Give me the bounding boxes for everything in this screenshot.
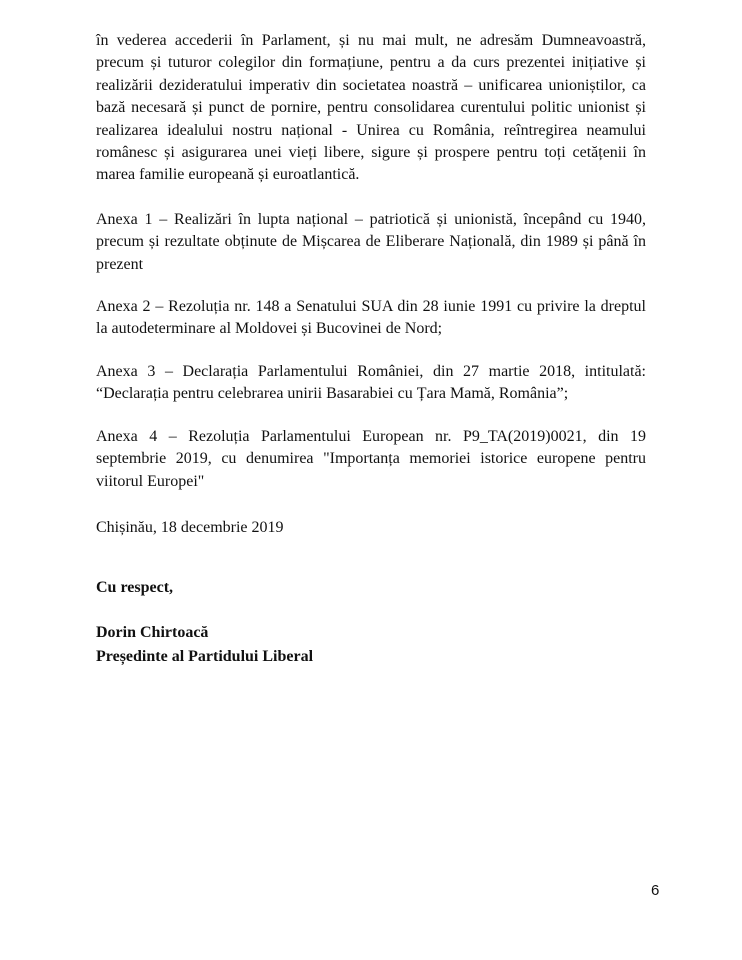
intro-paragraph: în vederea accederii în Parlament, și nu mai mult, ne adresăm Dumneavoastră, precum și tuturor colegilor din formațiune, pentru a da curs prezentei inițiative și realizării dezideratului imperativ din societatea noastră – unificarea unioniștilor, ca bază necesară și punct de pornire, pentru consolidarea curentului politic unionist și realizarea idealului nostru național - Unirea cu România, reîntregirea neamului românesc și asigurarea unei vieți libere, sigure și prospere pentru toți cetățenii în marea familie europeană și euroatlantică. bbox=[96, 32, 646, 184]
signer-name: Dorin Chirtoacă bbox=[96, 623, 209, 641]
annex-4: Anexa 4 – Rezoluția Parlamentului European nr. P9_TA(2019)0021, din 19 septembrie 2019, cu denumirea "Importanța memoriei istorice europene pentru viitorul Europei" bbox=[96, 427, 646, 490]
document-page bbox=[96, 30, 646, 669]
annex-2: Anexa 2 – Rezoluția nr. 148 a Senatului SUA din 28 iunie 1991 cu privire la dreptul la autodeterminare al Moldovei și Bucovinei de Nord; bbox=[96, 298, 646, 338]
closing-salutation: Cu respect, bbox=[96, 578, 174, 596]
signature-block bbox=[96, 621, 646, 669]
page-number: 6 bbox=[651, 882, 660, 899]
place-and-date: Chișinău, 18 decembrie 2019 bbox=[96, 518, 284, 536]
annex-3: Anexa 3 – Declarația Parlamentului României, din 27 martie 2018, intitulată: “Declarația pentru celebrarea unirii Basarabiei cu Țara Mamă, România”; bbox=[96, 362, 646, 403]
annex-1: Anexa 1 – Realizări în lupta național – patriotică și unionistă, începând cu 1940, precum și rezultate obținute de Mișcarea de Eliberare Națională, din 1989 și până în prezent bbox=[96, 210, 646, 273]
annex-list bbox=[96, 209, 646, 493]
signer-title: Președinte al Partidului Liberal bbox=[96, 647, 314, 665]
